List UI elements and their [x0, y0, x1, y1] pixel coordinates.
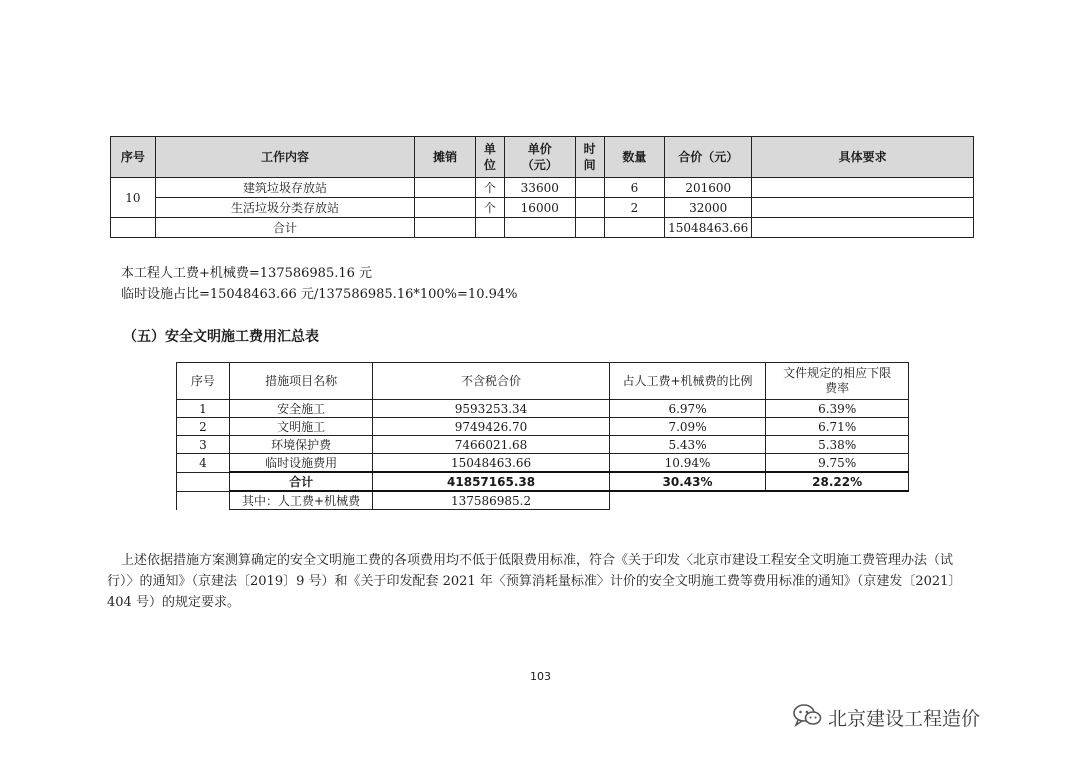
table-row — [177, 418, 909, 436]
group-seq: 10 — [111, 178, 156, 218]
table-row — [177, 400, 909, 418]
cell-ratio: 10.94% — [609, 454, 766, 473]
header-total: 合价（元） — [665, 137, 752, 178]
watermark-text: 北京建设工程造价 — [828, 707, 981, 730]
cell-time — [575, 218, 604, 238]
section-title: （五）安全文明施工费用汇总表 — [123, 329, 319, 345]
watermark — [792, 702, 980, 732]
table-row — [111, 198, 974, 218]
cell-amort — [415, 218, 476, 238]
cell-amount: 9749426.70 — [373, 418, 609, 436]
labor-machine-cost-line: 本工程人工费+机械费=137586985.16 元 — [121, 266, 373, 281]
cell-name: 文明施工 — [229, 418, 373, 436]
cell-seq: 2 — [177, 418, 230, 436]
table-row — [111, 178, 974, 198]
wechat-icon — [792, 702, 822, 732]
cell-seq — [177, 491, 230, 510]
cell-seq: 3 — [177, 436, 230, 454]
cell-lower: 6.39% — [766, 400, 909, 418]
cell-name: 安全施工 — [229, 400, 373, 418]
sum-amount: 41857165.38 — [373, 472, 609, 491]
cell-lower: 5.38% — [766, 436, 909, 454]
table-header-row — [177, 363, 909, 400]
temporary-facilities-table — [110, 136, 974, 238]
sum-total: 15048463.66 — [665, 218, 752, 238]
safety-civilization-summary-table — [176, 362, 909, 510]
header-time-l2: 间 — [583, 158, 596, 172]
sum-ratio: 30.43% — [609, 472, 766, 491]
header-unit-l1: 单 — [483, 142, 496, 156]
header-req: 具体要求 — [752, 137, 974, 178]
sum-lower: 28.22% — [766, 472, 909, 491]
cell-price — [504, 218, 575, 238]
header-unit-l2: 位 — [483, 158, 496, 172]
cell-unit: 个 — [475, 178, 504, 198]
header-lower — [766, 363, 909, 400]
cell-price: 16000 — [504, 198, 575, 218]
cell-name: 环境保护费 — [229, 436, 373, 454]
cell-time — [575, 198, 604, 218]
header-amort: 摊销 — [415, 137, 476, 178]
cell-seq — [111, 218, 156, 238]
cell-ratio: 5.43% — [609, 436, 766, 454]
table-sum-row — [177, 472, 909, 491]
cell-qty — [604, 218, 665, 238]
cell-time — [575, 178, 604, 198]
cell-req — [752, 218, 974, 238]
extra-amount: 137586985.2 — [373, 491, 609, 510]
page-number: 103 — [530, 670, 551, 683]
header-ratio: 占人工费+机械费的比例 — [609, 363, 766, 400]
header-time — [575, 137, 604, 178]
extra-label: 其中：人工费+机械费 — [229, 491, 373, 510]
compliance-paragraph: 上述依据措施方案测算确定的安全文明施工费的各项费用均不低于低限费用标准，符合《关于印发〈北京市建设工程安全文明施工费管理办法（试行）〉的通知》（京建法〔2019〕9 号）和《关于印发配套 2021 年〈预算消耗量标准〉计价的安全文明施工费等费用标准的通知》（京建发〔2021〕404 号）的规定要求。 — [107, 553, 962, 610]
cell-qty: 6 — [604, 178, 665, 198]
table-extra-row — [177, 491, 909, 510]
temporary-facility-ratio-line: 临时设施占比=15048463.66 元/137586985.16*100%=10.94% — [121, 287, 518, 302]
header-unit — [475, 137, 504, 178]
cell-amort — [415, 198, 476, 218]
cell-seq: 4 — [177, 454, 230, 473]
cell-ratio: 6.97% — [609, 400, 766, 418]
header-seq: 序号 — [111, 137, 156, 178]
header-seq: 序号 — [177, 363, 230, 400]
cell-ratio: 7.09% — [609, 418, 766, 436]
cell-ratio — [609, 491, 766, 510]
cell-amount: 15048463.66 — [373, 454, 609, 473]
cell-work: 建筑垃圾存放站 — [155, 178, 414, 198]
header-lower-l1: 文件规定的相应下限 — [783, 366, 892, 380]
table-header-row — [111, 137, 974, 178]
cell-amort — [415, 178, 476, 198]
cell-lower: 9.75% — [766, 454, 909, 473]
sum-label: 合计 — [155, 218, 414, 238]
cell-lower — [766, 491, 909, 510]
cell-qty: 2 — [604, 198, 665, 218]
header-time-l1: 时 — [583, 142, 596, 156]
cell-req — [752, 198, 974, 218]
header-price-l2: （元） — [521, 158, 558, 172]
header-lower-l2: 费率 — [825, 381, 850, 395]
cell-seq — [177, 472, 230, 491]
header-work: 工作内容 — [155, 137, 414, 178]
cell-total: 32000 — [665, 198, 752, 218]
cell-lower: 6.71% — [766, 418, 909, 436]
cell-amount: 7466021.68 — [373, 436, 609, 454]
cell-amount: 9593253.34 — [373, 400, 609, 418]
cell-req — [752, 178, 974, 198]
header-price-l1: 单价 — [527, 142, 552, 156]
header-amount: 不含税合价 — [373, 363, 609, 400]
cell-name: 临时设施费用 — [229, 454, 373, 473]
cell-price: 33600 — [504, 178, 575, 198]
cell-total: 201600 — [665, 178, 752, 198]
table-row — [177, 454, 909, 473]
header-qty: 数量 — [604, 137, 665, 178]
cell-work: 生活垃圾分类存放站 — [155, 198, 414, 218]
table-row — [177, 436, 909, 454]
table-sum-row — [111, 218, 974, 238]
cell-seq: 1 — [177, 400, 230, 418]
header-price — [504, 137, 575, 178]
sum-label: 合计 — [229, 472, 373, 491]
header-name: 措施项目名称 — [229, 363, 373, 400]
cell-unit: 个 — [475, 198, 504, 218]
cell-unit — [475, 218, 504, 238]
